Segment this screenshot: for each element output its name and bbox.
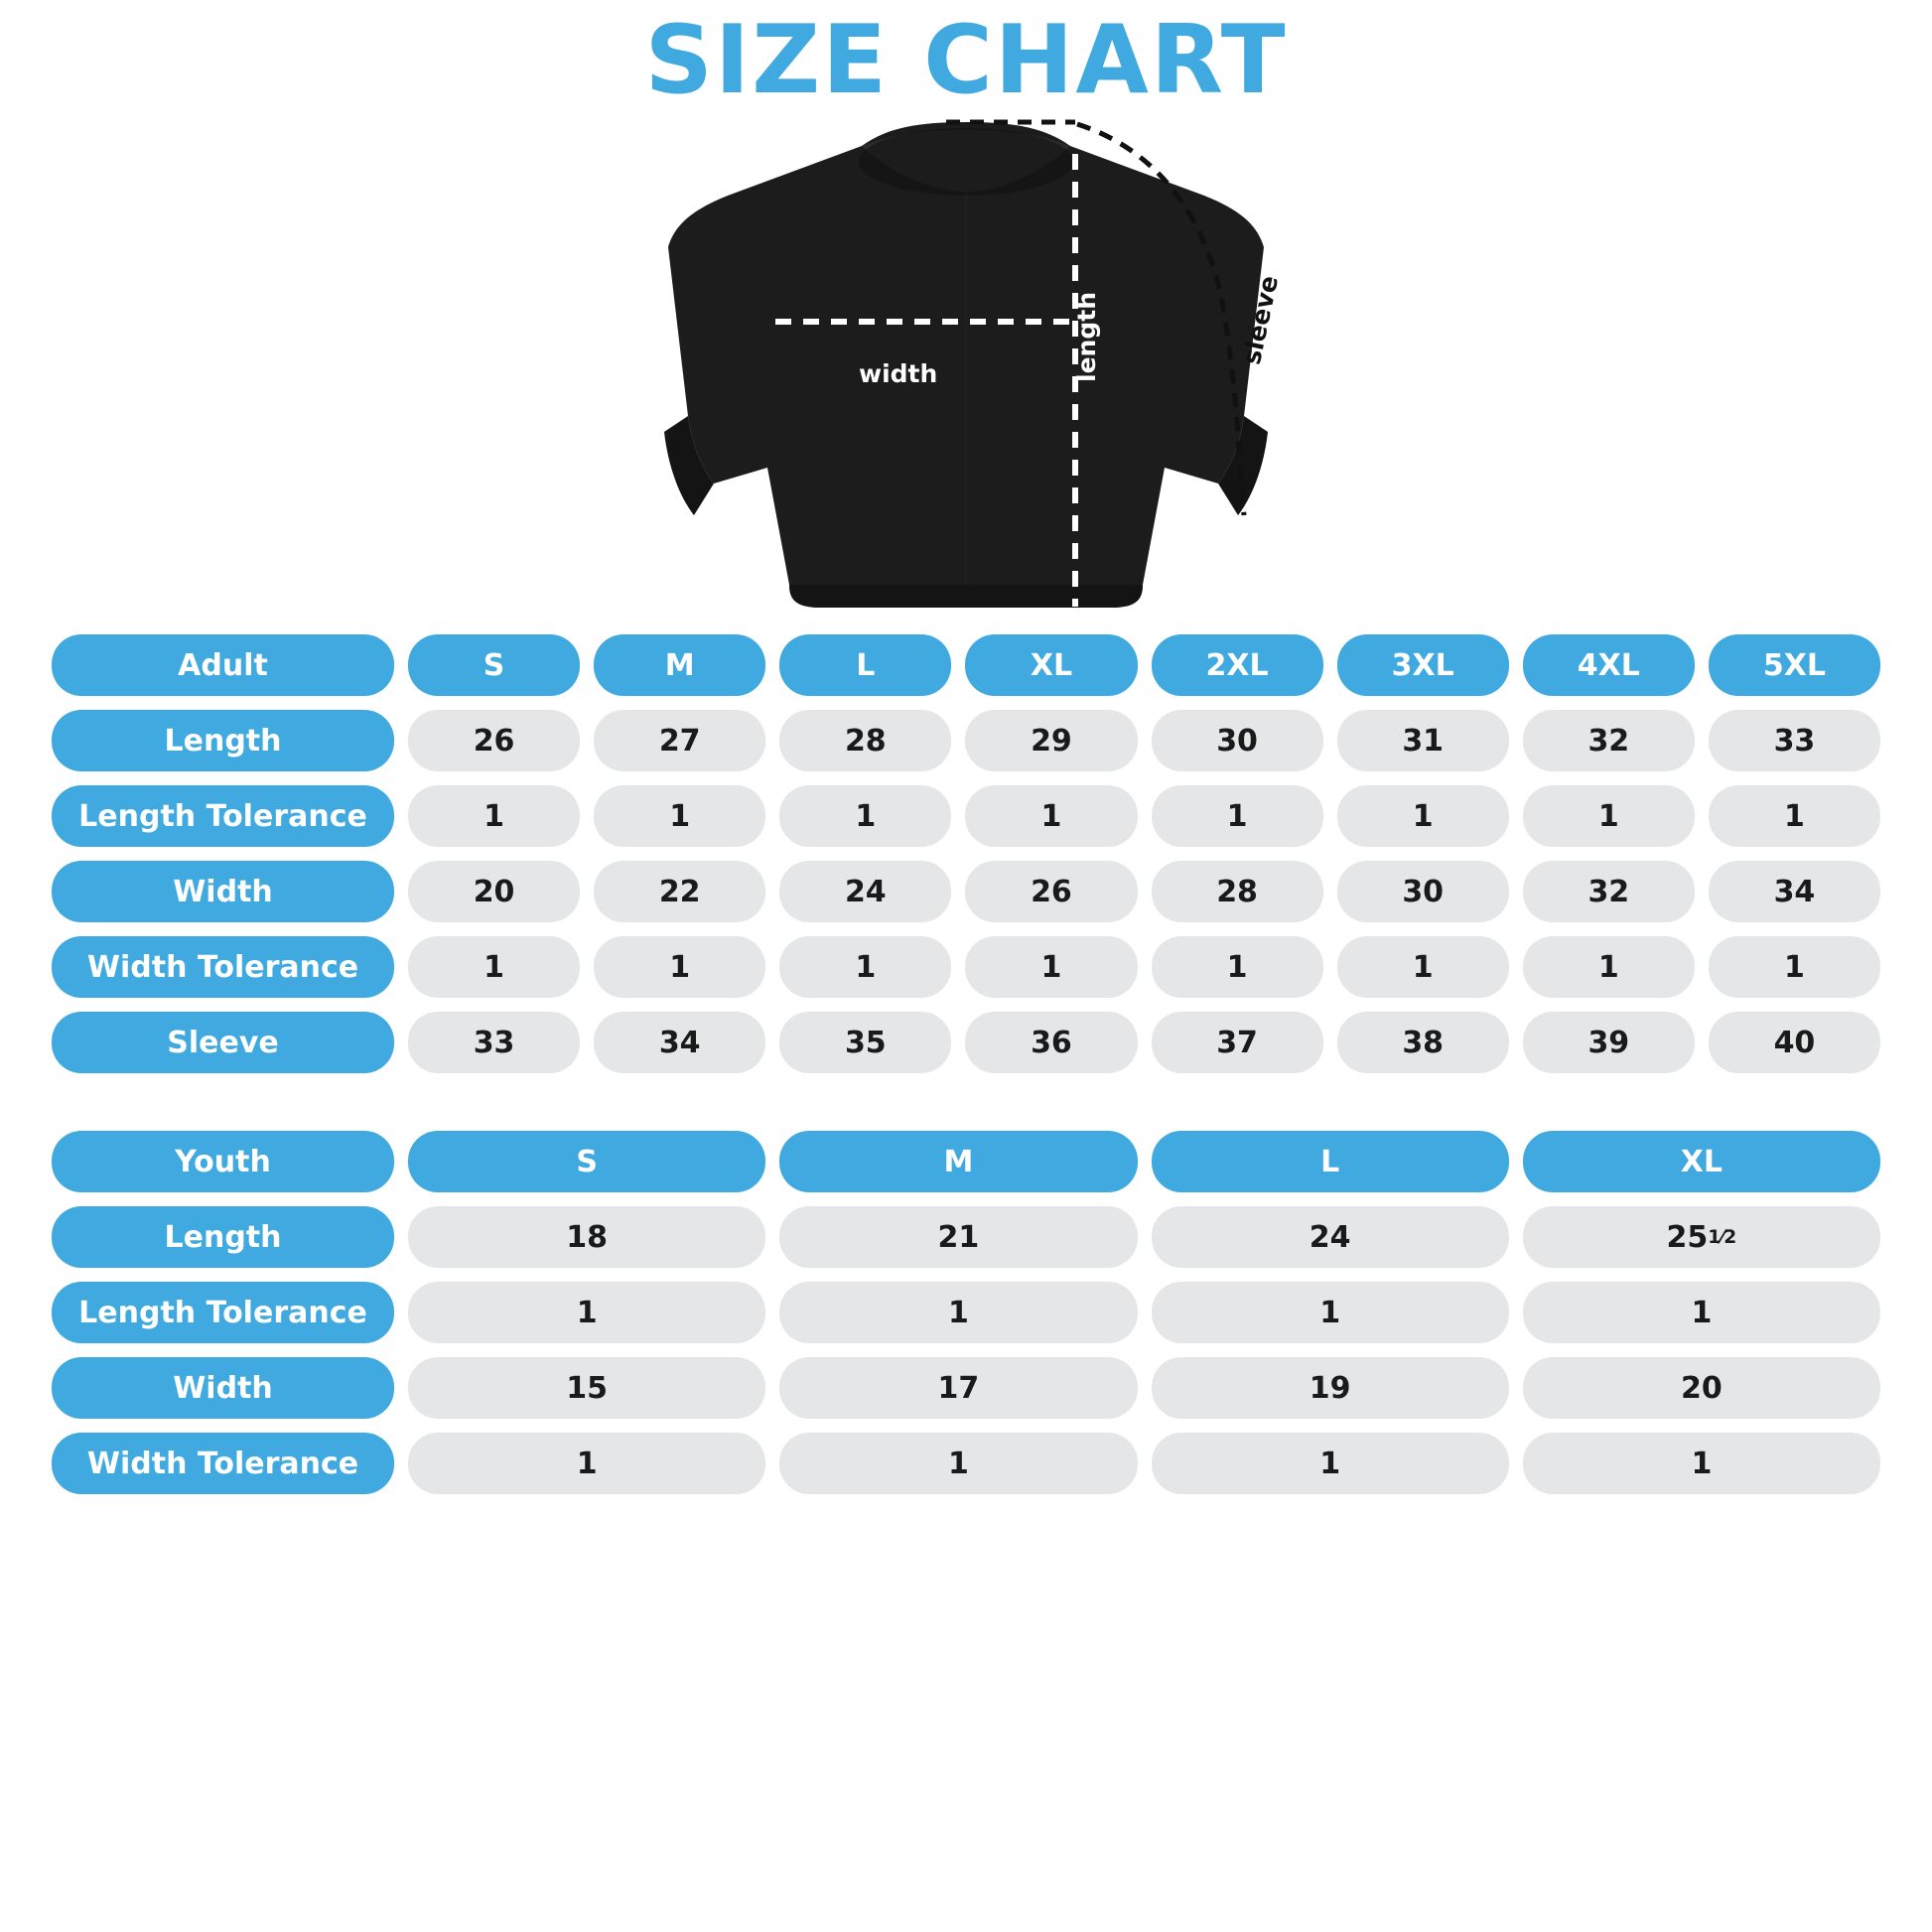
cell-value: 1 <box>594 936 765 998</box>
column-header-2xl: 2XL <box>1152 634 1323 696</box>
cell-value: 1 <box>965 785 1137 847</box>
cell-value: 40 <box>1709 1012 1880 1073</box>
row-label-length: Length <box>52 1206 394 1268</box>
table-header-row <box>52 1131 1880 1192</box>
cell-value: 1 <box>779 1282 1137 1343</box>
cell-value: 1 <box>1709 936 1880 998</box>
page-title: SIZE CHART <box>644 6 1288 115</box>
column-header-l: L <box>779 634 951 696</box>
cell-value: 31 <box>1337 710 1509 771</box>
column-header-xl: XL <box>1523 1131 1880 1192</box>
cell-value: 29 <box>965 710 1137 771</box>
row-label-width-tolerance: Width Tolerance <box>52 936 394 998</box>
cell-value: 19 <box>1152 1357 1509 1419</box>
cell-value: 1 <box>965 936 1137 998</box>
cell-value: 34 <box>1709 861 1880 922</box>
row-label-width-tolerance: Width Tolerance <box>52 1433 394 1494</box>
cell-value: 1 <box>1337 785 1509 847</box>
cell-value: 33 <box>1709 710 1880 771</box>
cell-value: 15 <box>408 1357 765 1419</box>
table-row <box>52 785 1880 847</box>
cell-value: 1 <box>779 785 951 847</box>
cell-value: 1 <box>779 936 951 998</box>
column-header-s: S <box>408 634 580 696</box>
cell-value: 34 <box>594 1012 765 1073</box>
cell-value: 18 <box>408 1206 765 1268</box>
cell-value: 37 <box>1152 1012 1323 1073</box>
cell-value: 24 <box>1152 1206 1509 1268</box>
table-row <box>52 1433 1880 1494</box>
sleeve-measure-label: sleeve <box>1236 272 1285 367</box>
cell-value: 1 <box>1152 1433 1509 1494</box>
cell-value: 1 <box>1152 936 1323 998</box>
adult-header-label: Adult <box>52 634 394 696</box>
cell-value: 33 <box>408 1012 580 1073</box>
table-header-row <box>52 634 1880 696</box>
table-row <box>52 936 1880 998</box>
cell-value: 32 <box>1523 710 1695 771</box>
cell-value: 36 <box>965 1012 1137 1073</box>
adult-size-table <box>0 634 1932 1073</box>
cell-value: 20 <box>1523 1357 1880 1419</box>
table-row <box>52 1206 1880 1268</box>
table-row <box>52 710 1880 771</box>
cell-value: 1 <box>1337 936 1509 998</box>
cell-value: 20 <box>408 861 580 922</box>
cell-value: 1 <box>1523 1433 1880 1494</box>
garment-diagram <box>0 118 1932 634</box>
cell-value: 32 <box>1523 861 1695 922</box>
cell-value: 17 <box>779 1357 1137 1419</box>
width-measure-label: width <box>859 359 938 388</box>
cell-value: 30 <box>1337 861 1509 922</box>
column-header-xl: XL <box>965 634 1137 696</box>
row-label-width: Width <box>52 1357 394 1419</box>
row-label-length: Length <box>52 710 394 771</box>
cell-value: 1 <box>408 785 580 847</box>
row-label-length-tolerance: Length Tolerance <box>52 1282 394 1343</box>
cell-value: 1 <box>1523 936 1695 998</box>
column-header-4xl: 4XL <box>1523 634 1695 696</box>
cell-value: 1 <box>1152 1282 1509 1343</box>
table-row <box>52 1012 1880 1073</box>
column-header-l: L <box>1152 1131 1509 1192</box>
sweatshirt-illustration <box>648 118 1284 634</box>
length-measure-label: length <box>1072 292 1101 382</box>
cell-value: 1 <box>408 936 580 998</box>
cell-value: 1 <box>408 1282 765 1343</box>
column-header-m: M <box>594 634 765 696</box>
cell-value: 22 <box>594 861 765 922</box>
cell-value: 28 <box>779 710 951 771</box>
cell-value: 1 <box>779 1433 1137 1494</box>
column-header-5xl: 5XL <box>1709 634 1880 696</box>
cell-value: 38 <box>1337 1012 1509 1073</box>
row-label-sleeve: Sleeve <box>52 1012 394 1073</box>
cell-value: 1 <box>1523 785 1695 847</box>
cell-value: 26 <box>408 710 580 771</box>
row-label-width: Width <box>52 861 394 922</box>
cell-value: 1 <box>594 785 765 847</box>
column-header-3xl: 3XL <box>1337 634 1509 696</box>
cell-value: 27 <box>594 710 765 771</box>
cell-value: 30 <box>1152 710 1323 771</box>
table-row <box>52 861 1880 922</box>
column-header-s: S <box>408 1131 765 1192</box>
table-spacer <box>0 1087 1932 1131</box>
table-row <box>52 1282 1880 1343</box>
cell-value: 39 <box>1523 1012 1695 1073</box>
column-header-m: M <box>779 1131 1137 1192</box>
cell-value: 1 <box>1523 1282 1880 1343</box>
cell-value: 1 <box>1152 785 1323 847</box>
table-row <box>52 1357 1880 1419</box>
youth-size-table <box>0 1131 1932 1494</box>
cell-value: 26 <box>965 861 1137 922</box>
cell-value: 1 <box>1709 785 1880 847</box>
cell-value-fraction: 25 1⁄2 <box>1523 1206 1880 1268</box>
cell-value: 1 <box>408 1433 765 1494</box>
youth-header-label: Youth <box>52 1131 394 1192</box>
cell-value: 28 <box>1152 861 1323 922</box>
cell-value: 24 <box>779 861 951 922</box>
row-label-length-tolerance: Length Tolerance <box>52 785 394 847</box>
cell-value: 35 <box>779 1012 951 1073</box>
cell-value: 21 <box>779 1206 1137 1268</box>
